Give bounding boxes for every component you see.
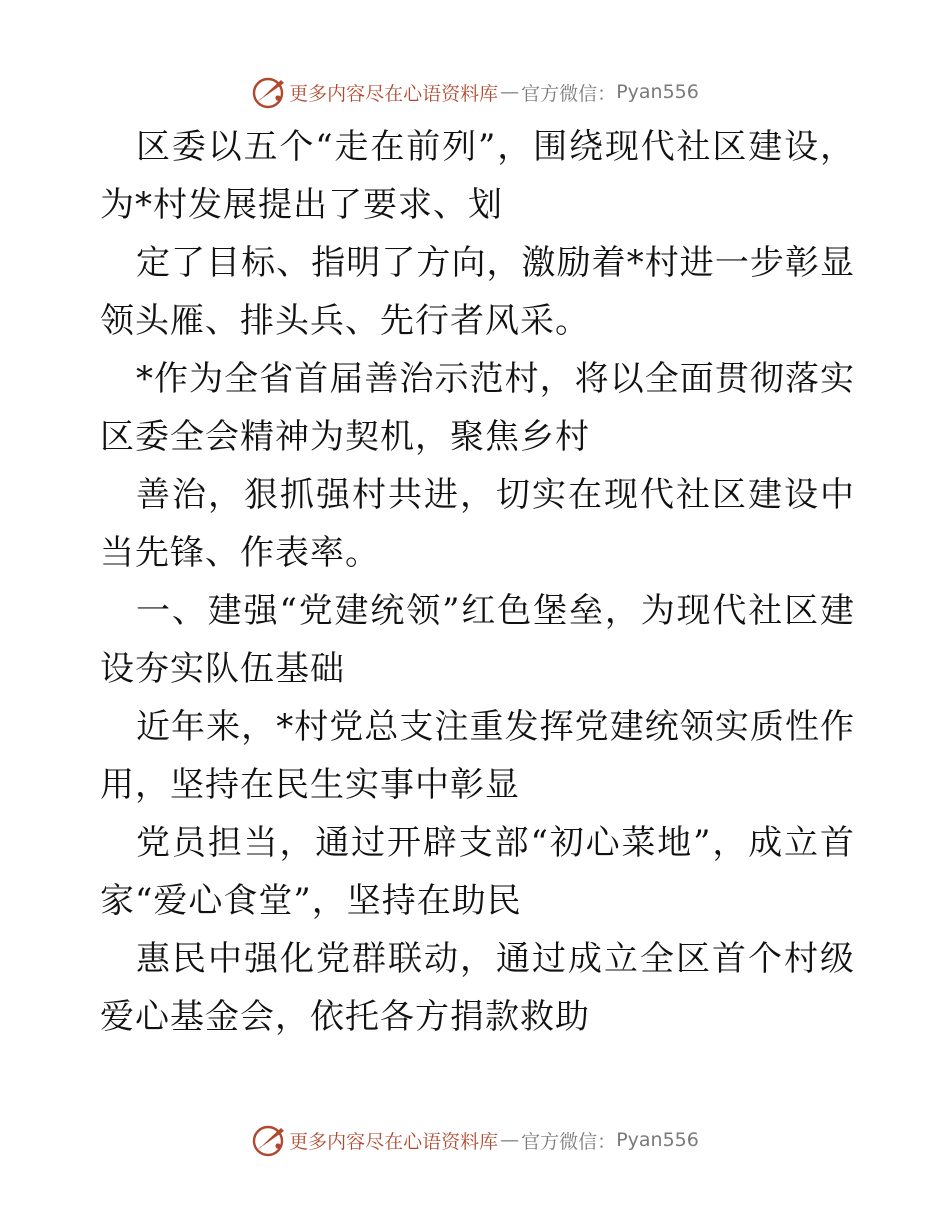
paragraph: 区委以五个“走在前列”，围绕现代社区建设，为*村发展提出了要求、划 — [100, 127, 855, 225]
banner-separator: — — [500, 81, 518, 103]
banner-wechat-id: Pyan556 — [616, 1129, 699, 1151]
paragraph: 党员担当，通过开辟支部“初心菜地”，成立首家“爱心食堂”，坚持在助民 — [100, 823, 855, 921]
banner-sub-text: 官方微信： — [521, 82, 617, 105]
banner-wechat-id: Pyan556 — [616, 81, 699, 103]
quill-logo-icon — [251, 74, 287, 110]
section-heading: 一、建强“党建统领”红色堡垒，为现代社区建设夯实队伍基础 — [100, 591, 855, 689]
paragraph: 近年来，*村党总支注重发挥党建统领实质性作用，坚持在民生实事中彰显 — [100, 707, 855, 805]
header-banner — [0, 70, 950, 114]
document-body — [100, 118, 855, 1046]
banner-separator: — — [500, 1129, 518, 1151]
banner-sub-text: 官方微信： — [521, 1130, 617, 1153]
footer-banner — [0, 1118, 950, 1162]
paragraph: *作为全省首届善治示范村，将以全面贯彻落实区委全会精神为契机，聚焦乡村 — [100, 359, 855, 457]
banner-main-text: 更多内容尽在心语资料库 — [289, 1130, 499, 1153]
paragraph: 定了目标、指明了方向，激励着*村进一步彰显领头雁、排头兵、先行者风采。 — [100, 243, 855, 341]
paragraph: 惠民中强化党群联动，通过成立全区首个村级爱心基金会，依托各方捐款救助 — [100, 939, 855, 1037]
paragraph: 善治，狠抓强村共进，切实在现代社区建设中当先锋、作表率。 — [100, 475, 855, 573]
quill-logo-icon — [251, 1122, 287, 1158]
banner-main-text: 更多内容尽在心语资料库 — [289, 82, 499, 105]
